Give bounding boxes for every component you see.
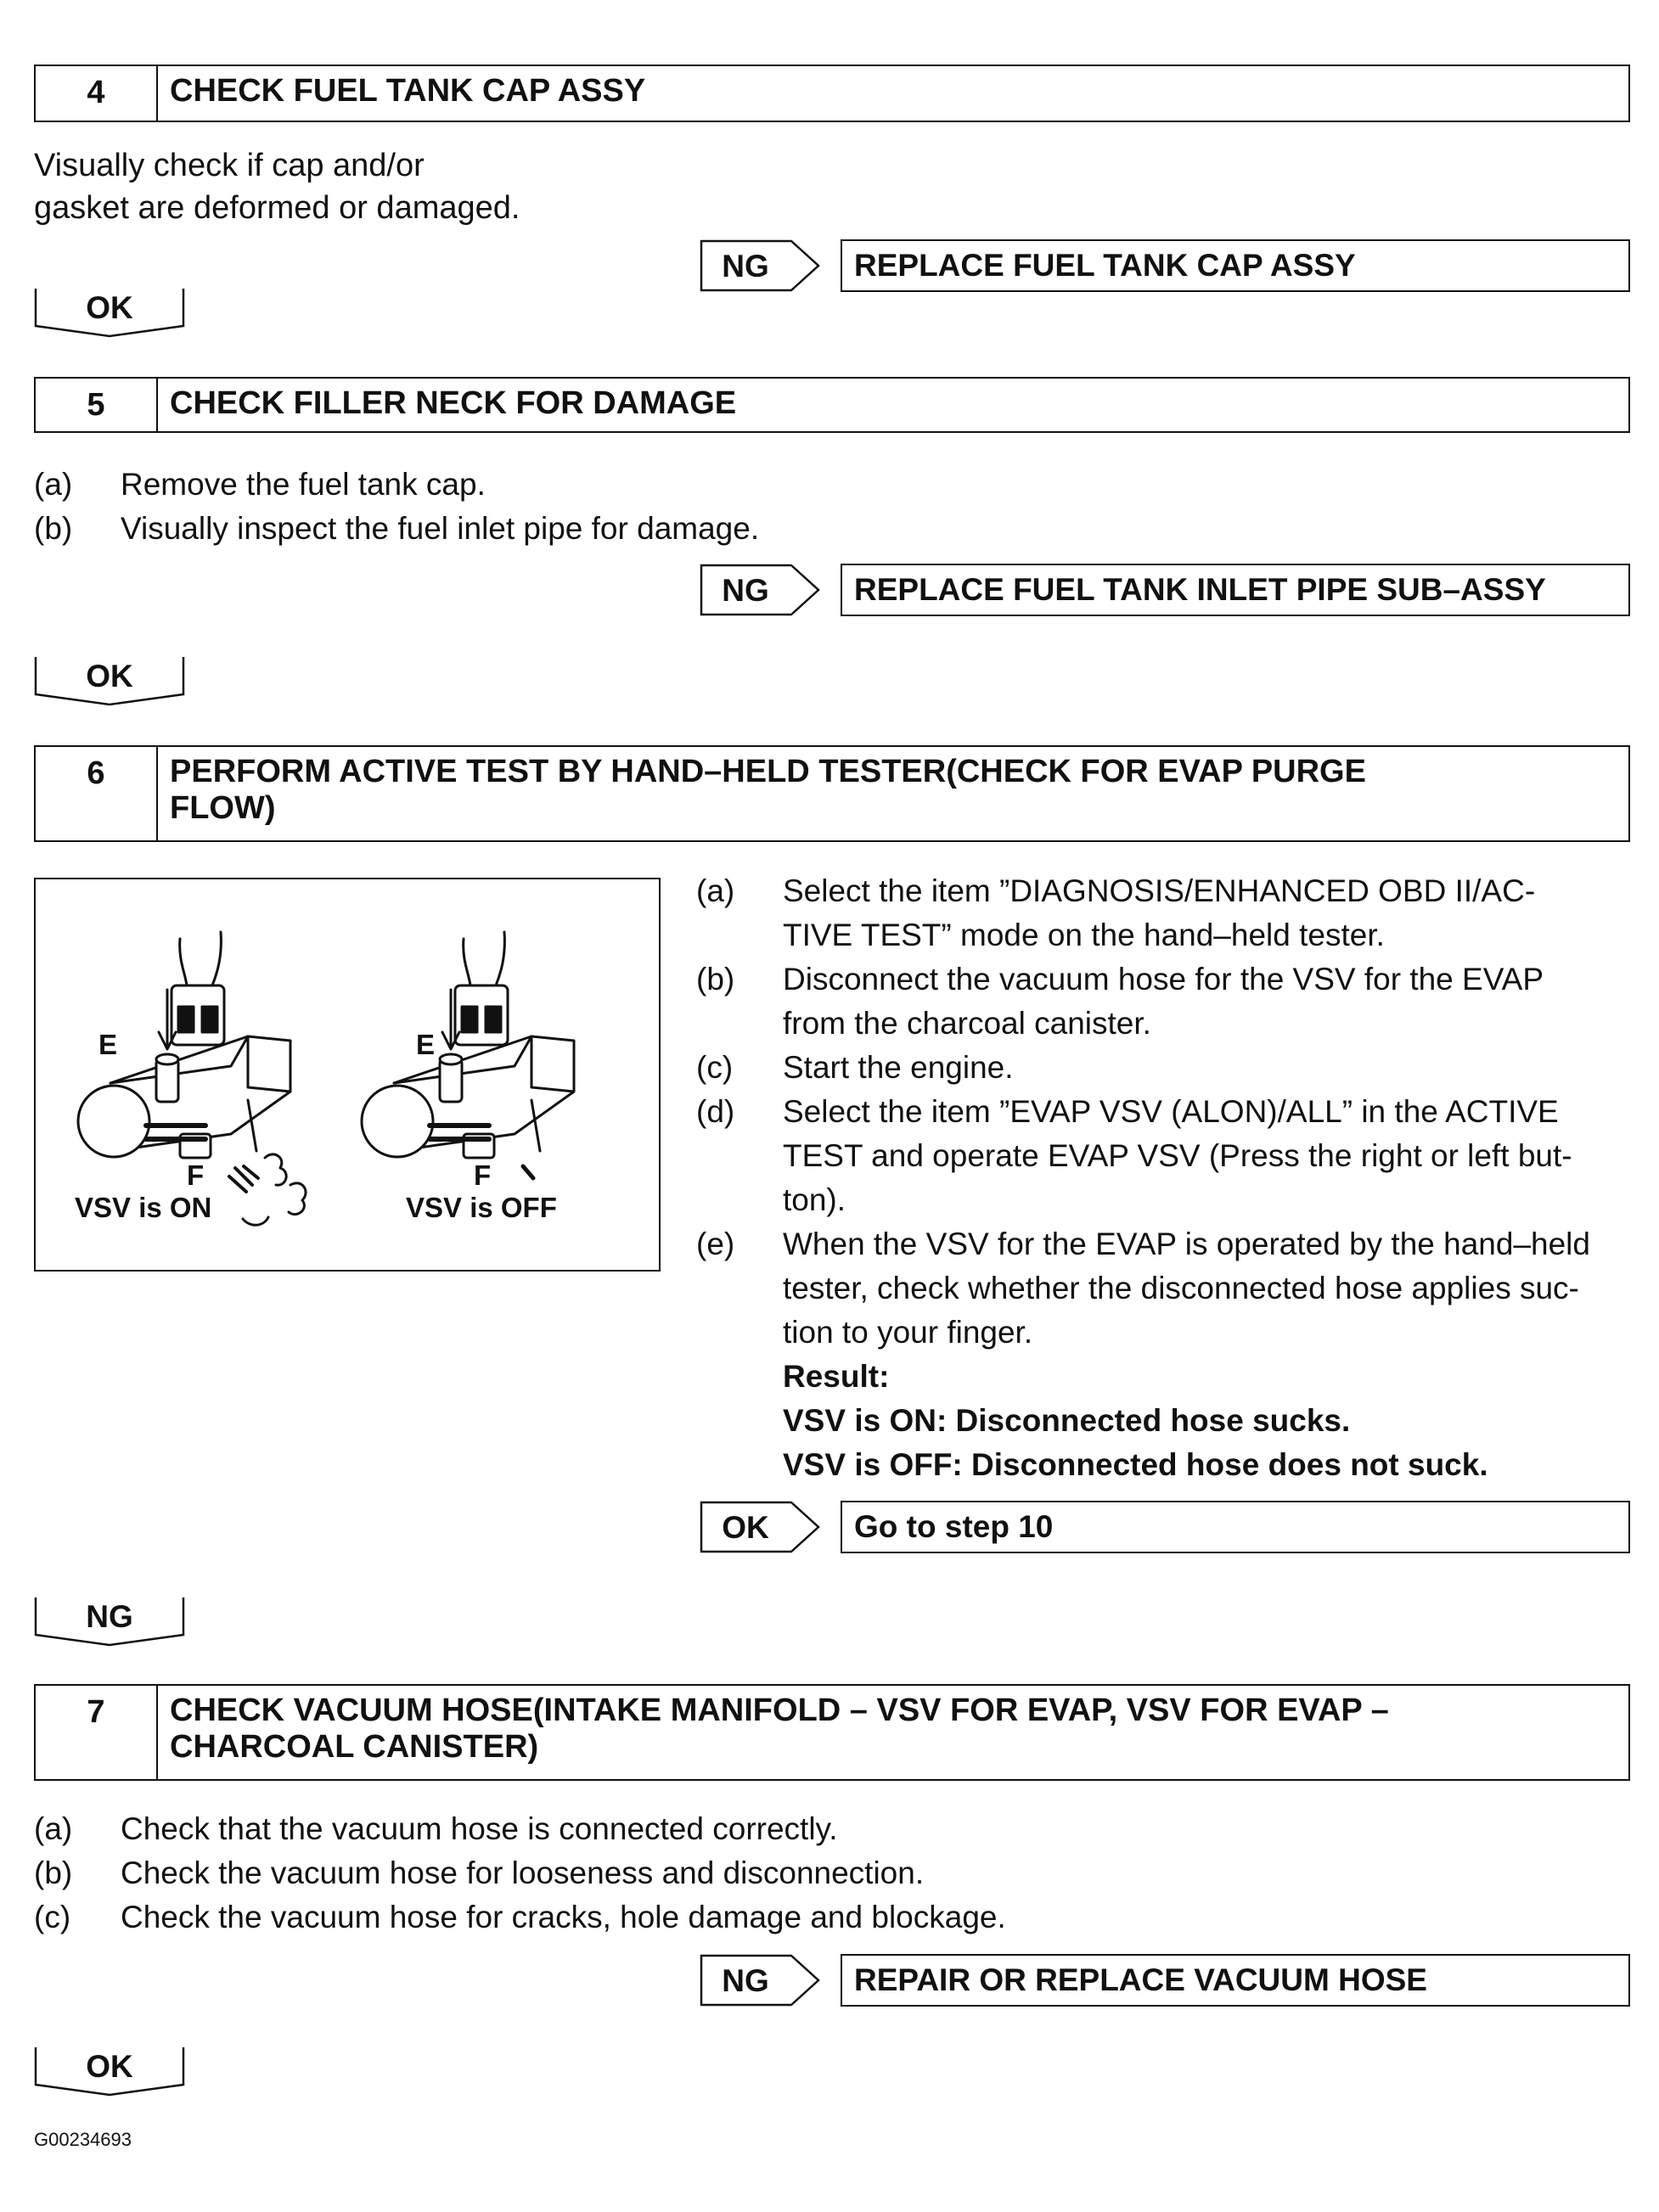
ng-action-box: REPAIR OR REPLACE VACUUM HOSE [841, 1954, 1630, 2007]
list-item: (d) Select the item ”EVAP VSV (ALON)/ALL” in the ACTIVE TEST and operate EVAP VSV (Press the right or left but- ton). [696, 1094, 1572, 1217]
result-off: VSV is OFF: Disconnected hose does not suck. [783, 1447, 1488, 1482]
ok-tab: OK [34, 287, 185, 340]
step-title: CHECK FUEL TANK CAP ASSY [170, 73, 646, 109]
vsv-off-caption: VSV is OFF [406, 1192, 557, 1223]
ok-tag: OK [700, 1501, 835, 1553]
ng-action-box: REPLACE FUEL TANK INLET PIPE SUB–ASSY [841, 564, 1630, 616]
ok-tab: OK [34, 655, 185, 708]
list-item: (c) Start the engine. [696, 1050, 1014, 1085]
result-on: VSV is ON: Disconnected hose sucks. [783, 1403, 1351, 1438]
result-heading: Result: [783, 1359, 890, 1394]
ok-tab: OK [34, 2046, 185, 2098]
step-4-header [34, 65, 1630, 122]
step-6-header [34, 745, 1630, 842]
step-number: 6 [36, 747, 158, 840]
vsv-off-drawing [362, 932, 574, 1178]
ng-tag: NG [700, 564, 835, 616]
list-item: (e) When the VSV for the EVAP is operated by the hand–held tester, check whether the disconnected hose applies suc- tion to your finger. [696, 1227, 1590, 1350]
step-7-header [34, 1684, 1630, 1781]
list-item: (b) Disconnect the vacuum hose for the VSV for the EVAP from the charcoal canister. [696, 962, 1544, 1041]
vsv-on-caption: VSV is ON [75, 1192, 212, 1223]
ng-tag: NG [700, 239, 835, 292]
step-title: CHECK VACUUM HOSE(INTAKE MANIFOLD – VSV FOR EVAP, VSV FOR EVAP – CHARCOAL CANISTER) [170, 1693, 1389, 1765]
step-6-instructions [696, 869, 1630, 1487]
ng-tab: NG [34, 1596, 185, 1648]
step-number: 7 [36, 1686, 158, 1779]
ng-action-box: REPLACE FUEL TANK CAP ASSY [841, 239, 1630, 292]
step-number: 5 [36, 379, 158, 431]
port-label-f: F [474, 1159, 492, 1191]
step-number: 4 [36, 66, 158, 121]
port-label-e: E [98, 1029, 118, 1060]
step-title: CHECK FILLER NECK FOR DAMAGE [170, 385, 737, 421]
port-label-e: E [416, 1029, 436, 1060]
port-label-f: F [187, 1159, 205, 1191]
vsv-illustration [34, 878, 661, 1272]
list-item: (a) Select the item ”DIAGNOSIS/ENHANCED OBD II/AC- TIVE TEST” mode on the hand–held tester. [696, 873, 1536, 952]
ok-action-box: Go to step 10 [841, 1501, 1630, 1553]
step-5-header [34, 377, 1630, 433]
document-id: G00234693 [34, 2129, 132, 2150]
ng-tag: NG [700, 1954, 835, 2007]
step-title: PERFORM ACTIVE TEST BY HAND–HELD TESTER(CHECK FOR EVAP PURGE FLOW) [170, 754, 1366, 826]
step-4-instruction: Visually check if cap and/or gasket are deformed or damaged. [34, 148, 520, 226]
result-block [696, 1355, 1630, 1487]
